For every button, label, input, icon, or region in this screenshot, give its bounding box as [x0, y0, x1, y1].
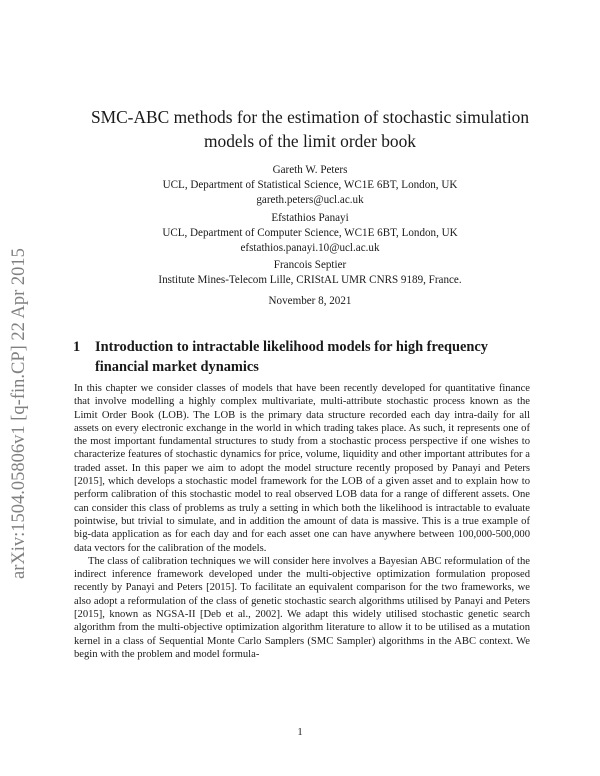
author-affiliation: UCL, Department of Statistical Science, WC1E 6BT, London, UK [162, 179, 458, 191]
section-title: Introduction to intractable likelihood models for high frequency financial market dynamics [95, 339, 488, 375]
author-block-1 [60, 163, 560, 208]
paper-title [60, 106, 560, 153]
author-block-2 [60, 211, 560, 256]
author-email: gareth.peters@ucl.ac.uk [256, 194, 364, 206]
author-affiliation: Institute Mines-Telecom Lille, CRIStAL UMR CNRS 9189, France. [158, 274, 462, 286]
paragraph: In this chapter we consider classes of models that have been recently developed for quantitative finance that involve modelling a highly complex multivariate, multi-attribute stochastic process known as the Limit Order Book (LOB). The LOB is the primary data structure recorded each day intra-daily for all assets on every electronic exchange in the world in which trading takes place. As such, it represents one of the most important fundamental structures to study from a stochastic process perspective if one wishes to characterize features of stochastic dynamics for price, volume, liquidity and other important attributes for a traded asset. In this paper we aim to adopt the model structure recently proposed by Panayi and Peters [2015], which develops a stochastic model framework for the LOB of a given asset and to explain how to perform calibration of this stochastic model to real observed LOB data for a range of different assets. One can consider this class of problems as truly a setting in which both the likelihood is intractable to evaluate pointwise, but trivial to simulate, and in addition the amount of data is massive. This is a true example of big-data application as for each day and for each asset one can have anywhere between 100,000-500,000 data vectors for the calibration of the models. [74, 383, 530, 554]
title-line-1: SMC-ABC methods for the estimation of stochastic simulation [90, 107, 530, 127]
section-number: 1 [73, 339, 81, 355]
author-affiliation: UCL, Department of Computer Science, WC1E 6BT, London, UK [162, 227, 458, 239]
author-email: efstathios.panayi.10@ucl.ac.uk [240, 242, 380, 254]
body-text [74, 382, 530, 661]
paper-date: November 8, 2021 [268, 295, 352, 307]
page-number: 1 [297, 727, 303, 738]
author-name: Efstathios Panayi [271, 212, 349, 224]
author-block-3 [60, 258, 560, 288]
author-name: Gareth W. Peters [272, 164, 348, 176]
title-line-2: models of the limit order book [203, 130, 417, 151]
author-name: Francois Septier [273, 259, 347, 271]
arxiv-identifier-stamp: arXiv:1504.05806v1 [q-fin.CP] 22 Apr 2015 [9, 248, 29, 579]
paragraph: The class of calibration techniques we will consider here involves a Bayesian ABC reformulation of the indirect inference framework developed under the multi-objective optimization formulation proposed recently by Panayi and Peters [2015]. To facilitate an equivalent comparison for the two frameworks, we also adopt a reformulation of the class of genetic stochastic search algorithms utilised by Panayi and Peters [2015], known as NGSA-II [Deb et al., 2002]. We adapt this widely utilised stochastic genetic search algorithm from the multi-objective optimization algorithm literature to allow it to be utilised as a mutation kernel in a class of Sequential Monte Carlo Samplers (SMC Sampler) algorithms in the ABC context. We begin with the problem and model formula- [74, 555, 530, 660]
